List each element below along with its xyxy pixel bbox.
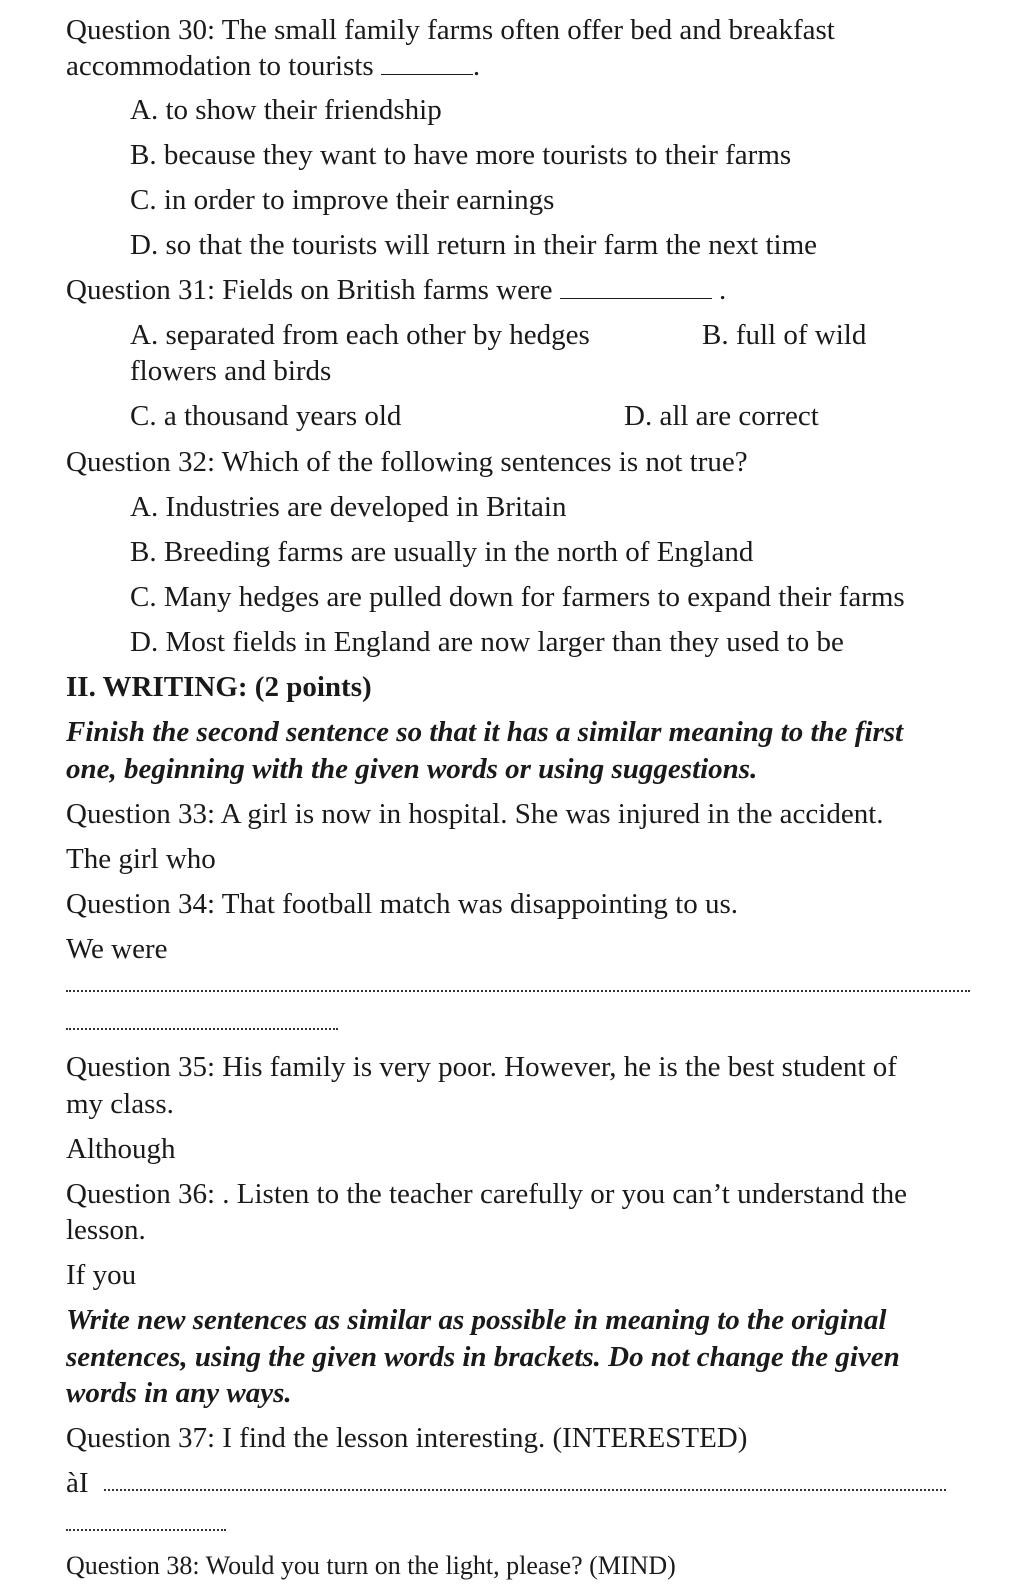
question-33-answer-start: The girl who — [66, 843, 216, 875]
option-30-d: D. so that the tourists will return in their farm the next time — [130, 229, 817, 261]
question-31-stem — [66, 272, 726, 308]
instruction-1-line1: Finish the second sentence so that it has a similar meaning to the first — [66, 716, 904, 748]
question-35-stem-line2: my class. — [66, 1088, 174, 1120]
question-31-period: . — [719, 274, 727, 306]
instruction-2-line1: Write new sentences as similar as possible in meaning to the original — [66, 1304, 887, 1336]
option-31-c: C. a thousand years old — [130, 400, 402, 432]
answer-blank-31 — [560, 274, 712, 299]
question-33-stem: Question 33: A girl is now in hospital. She was injured in the accident. — [66, 798, 884, 830]
question-35-stem-line1: Question 35: His family is very poor. However, he is the best student of — [66, 1051, 897, 1083]
option-30-b: B. because they want to have more tourists to their farms — [130, 139, 792, 171]
question-30-stem-line1: Question 30: The small family farms often offer bed and breakfast — [66, 14, 835, 46]
answer-dotted-line-34b — [66, 1028, 338, 1030]
instruction-1-line2: one, beginning with the given words or using suggestions. — [66, 753, 758, 785]
option-30-a: A. to show their friendship — [130, 94, 442, 126]
instruction-2-line2: sentences, using the given words in brackets. Do not change the given — [66, 1341, 900, 1373]
question-34-stem: Question 34: That football match was disappointing to us. — [66, 888, 739, 920]
answer-dotted-line-37a — [104, 1489, 946, 1491]
option-32-d: D. Most fields in England are now larger than they used to be — [130, 626, 844, 658]
question-34-answer-start: We were — [66, 933, 168, 965]
instruction-2-line3: words in any ways. — [66, 1377, 292, 1409]
question-30-stem-text: accommodation to tourists — [66, 50, 374, 82]
option-32-c: C. Many hedges are pulled down for farmers to expand their farms — [130, 581, 905, 613]
question-36-stem-line1: Question 36: . Listen to the teacher carefully or you can’t understand the — [66, 1178, 907, 1210]
question-35-answer-start: Although — [66, 1133, 176, 1165]
question-30-stem-line2 — [66, 48, 480, 84]
answer-dotted-line-37b — [66, 1529, 226, 1531]
question-37-answer-start: àI — [66, 1467, 89, 1499]
option-31-d: D. all are correct — [624, 400, 819, 432]
question-32-stem: Question 32: Which of the following sentences is not true? — [66, 446, 748, 478]
answer-dotted-line-34a — [66, 990, 970, 992]
option-31-a: A. separated from each other by hedges — [130, 319, 590, 351]
section-heading-writing: II. WRITING: (2 points) — [66, 671, 372, 703]
option-32-b: B. Breeding farms are usually in the north of England — [130, 536, 754, 568]
option-31-b-continued: flowers and birds — [130, 355, 332, 387]
option-30-c: C. in order to improve their earnings — [130, 184, 555, 216]
option-32-a: A. Industries are developed in Britain — [130, 491, 567, 523]
answer-blank-30 — [381, 50, 473, 75]
option-31-b: B. full of wild — [702, 319, 867, 351]
question-30-period: . — [472, 50, 481, 82]
question-36-stem-line2: lesson. — [66, 1214, 146, 1246]
question-37-stem: Question 37: I find the lesson interesting. (INTERESTED) — [66, 1422, 748, 1454]
question-31-stem-text: Question 31: Fields on British farms were — [66, 274, 553, 306]
question-36-answer-start: If you — [66, 1259, 137, 1291]
question-38-stem: Question 38: Would you turn on the light, please? (MIND) — [66, 1551, 676, 1580]
